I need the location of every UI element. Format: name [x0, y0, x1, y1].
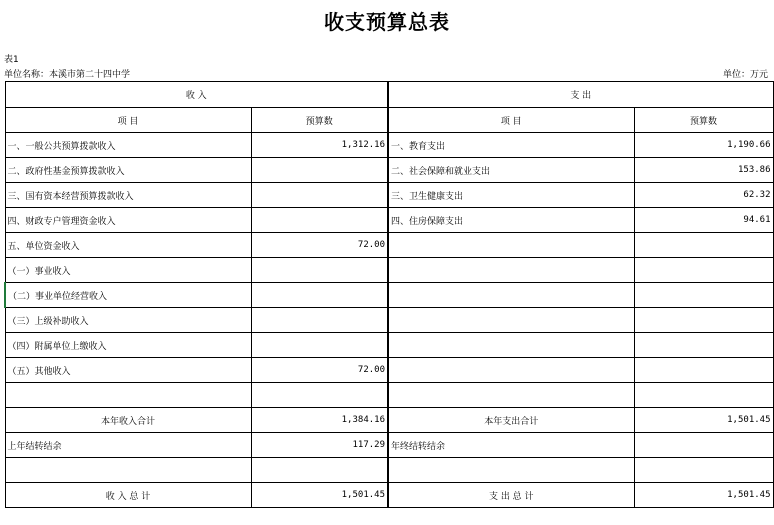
expense-header: 支 出 [388, 82, 773, 108]
income-value-cell: 72.00 [251, 233, 388, 258]
income-item-cell: 二、政府性基金预算拨款收入 [5, 158, 251, 183]
expense-value-cell [634, 283, 773, 308]
table-row [5, 333, 773, 358]
expense-total-label: 支 出 总 计 [388, 483, 634, 508]
expense-item-cell: 四、住房保障支出 [388, 208, 634, 233]
unit-name: 单位名称：本溪市第二十四中学 [4, 70, 131, 80]
income-value-cell: 72.00 [251, 358, 388, 383]
expense-subtotal-value: 1,501.45 [634, 408, 773, 433]
expense-item-cell: 二、社会保障和就业支出 [388, 158, 634, 183]
table-row [5, 158, 773, 183]
expense-subtotal-label: 本年支出合计 [388, 408, 634, 433]
income-item-cell: （一）事业收入 [5, 258, 251, 283]
income-value-cell [251, 283, 388, 308]
income-item-cell [5, 383, 251, 408]
expense-value-cell [634, 383, 773, 408]
expense-item-cell: 一、教育支出 [388, 133, 634, 158]
income-item-cell: （五）其他收入 [5, 358, 251, 383]
expense-value-cell: 62.32 [634, 183, 773, 208]
header-row-sections [5, 82, 773, 108]
income-item-cell: （三）上级补助收入 [5, 308, 251, 333]
table-number: 表1 [4, 55, 19, 65]
currency-unit: 单位：万元 [722, 70, 768, 80]
expense-item-cell [388, 383, 634, 408]
income-budget-header: 预算数 [251, 108, 388, 133]
blank-row [5, 458, 773, 483]
income-value-cell: 1,312.16 [251, 133, 388, 158]
table-row [5, 283, 773, 308]
expense-value-cell: 1,190.66 [634, 133, 773, 158]
income-item-cell: 一、一般公共预算拨款收入 [5, 133, 251, 158]
expense-carry-label: 年终结转结余 [388, 433, 634, 458]
expense-value-cell [634, 333, 773, 358]
table-row [5, 233, 773, 258]
blank-cell [388, 458, 634, 483]
income-item-header: 项 目 [5, 108, 251, 133]
income-value-cell [251, 158, 388, 183]
budget-summary-table [4, 81, 774, 508]
table-row [5, 208, 773, 233]
table-row [5, 133, 773, 158]
income-value-cell [251, 258, 388, 283]
expense-item-cell [388, 283, 634, 308]
carry-over-row [5, 433, 773, 458]
income-item-cell: 四、财政专户管理资金收入 [5, 208, 251, 233]
page-title: 收支预算总表 [324, 10, 450, 34]
income-value-cell [251, 333, 388, 358]
income-item-cell: 五、单位资金收入 [5, 233, 251, 258]
income-value-cell [251, 208, 388, 233]
expense-total-value: 1,501.45 [634, 483, 773, 508]
income-item-cell: 三、国有资本经营预算拨款收入 [5, 183, 251, 208]
header-row-columns [5, 108, 773, 133]
expense-item-header: 项 目 [388, 108, 634, 133]
blank-cell [634, 458, 773, 483]
income-value-cell [251, 308, 388, 333]
expense-value-cell: 94.61 [634, 208, 773, 233]
subtotal-row [5, 408, 773, 433]
income-value-cell [251, 183, 388, 208]
expense-value-cell [634, 233, 773, 258]
expense-item-cell [388, 333, 634, 358]
table-row [5, 383, 773, 408]
table-row [5, 308, 773, 333]
income-carry-label: 上年结转结余 [5, 433, 251, 458]
expense-item-cell [388, 358, 634, 383]
table-row [5, 258, 773, 283]
expense-item-cell [388, 233, 634, 258]
expense-item-cell [388, 308, 634, 333]
income-value-cell [251, 383, 388, 408]
table-row [5, 358, 773, 383]
income-item-cell: （四）附属单位上缴收入 [5, 333, 251, 358]
table-row [5, 183, 773, 208]
blank-cell [5, 458, 251, 483]
expense-carry-value [634, 433, 773, 458]
income-item-cell[interactable]: （二）事业单位经营收入 [5, 283, 251, 308]
income-subtotal-value: 1,384.16 [251, 408, 388, 433]
expense-value-cell: 153.86 [634, 158, 773, 183]
income-carry-value: 117.29 [251, 433, 388, 458]
income-total-label: 收 入 总 计 [5, 483, 251, 508]
income-header: 收 入 [5, 82, 388, 108]
expense-value-cell [634, 308, 773, 333]
income-subtotal-label: 本年收入合计 [5, 408, 251, 433]
expense-item-cell [388, 258, 634, 283]
expense-budget-header: 预算数 [634, 108, 773, 133]
income-total-value: 1,501.45 [251, 483, 388, 508]
expense-item-cell: 三、卫生健康支出 [388, 183, 634, 208]
blank-cell [251, 458, 388, 483]
expense-value-cell [634, 258, 773, 283]
expense-value-cell [634, 358, 773, 383]
total-row [5, 483, 773, 508]
